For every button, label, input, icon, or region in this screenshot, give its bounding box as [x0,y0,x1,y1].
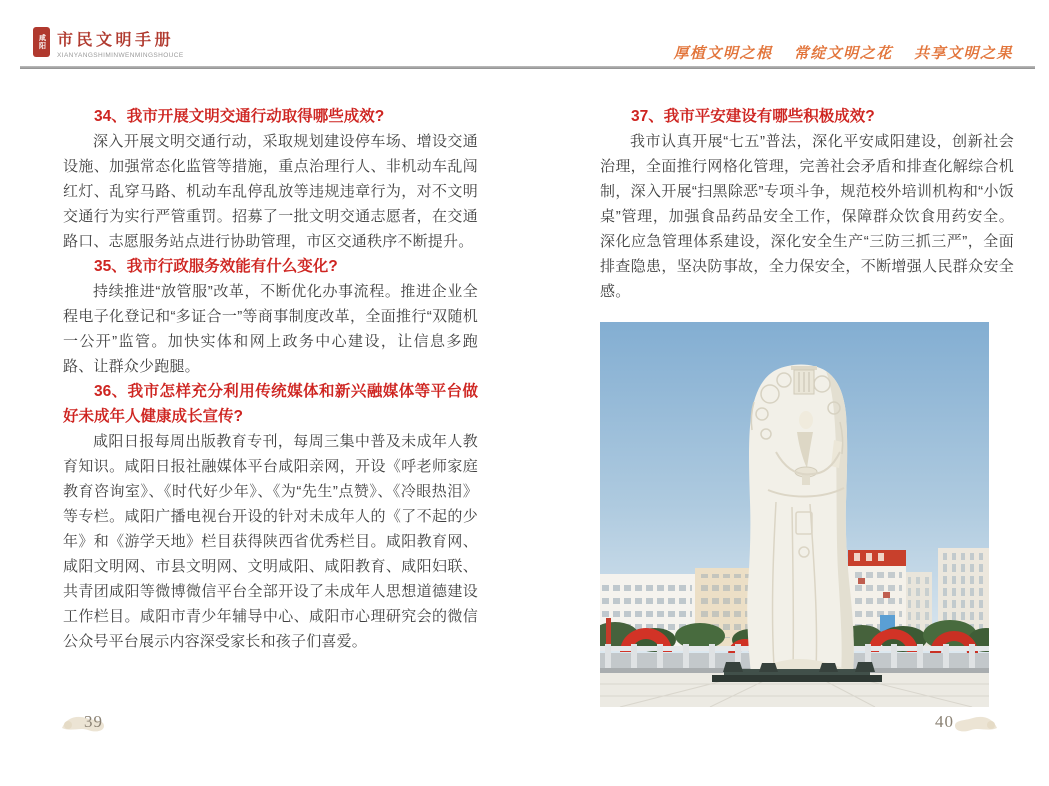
page-number-right [925,710,1015,736]
header-slogan [673,42,1013,63]
question-title-35: 35、我市行政服务效能有什么变化? [94,258,338,275]
logo-subtitle: XIANYANGSHIMINWENMINGSHOUCE [57,52,184,59]
question-title-36: 36、我市怎样充分利用传统媒体和新兴融媒体等平台做好未成年人健康成长宣传? [63,383,478,425]
answer-paragraph-37: 我市认真开展“七五”普法，深化平安咸阳建设，创新社会治理，全面推行网格化管理，完善社会矛盾和排查化解综合机制，深入开展“扫黑除恶”专项斗争，规范校外培训机构和“小饭桌”管理，加强食品药品安全工作，保障群众饮食用药安全。深化应急管理体系建设，深化安全生产“三防三抓三严”，全面排查隐患，坚决防事故，全力保安全，不断增强人民群众安全感。 [600,133,1014,300]
page-number-text: 39 [84,712,103,731]
question-title-37: 37、我市平安建设有哪些积极成效? [631,108,875,125]
xianyang-seal-icon [33,27,50,57]
slogan-part-3: 共享文明之果 [913,46,1013,62]
answer-paragraph-34: 深入开展文明交通行动，采取规划建设停车场、增设交通设施、加强常态化监管等措施，重点治理行人、非机动车乱闯红灯、乱穿马路、机动车乱停乱放等违规违章行为，对不文明交通行为实行严管重罚。招募了一批文明交通志愿者，在交通路口、志愿服务站点进行协助管理，市区交通秩序不断提升。 [63,133,478,250]
slogan-part-1: 厚植文明之根 [673,46,773,62]
header-rule [20,66,1035,69]
handbook-logo [33,27,184,59]
slogan-part-2: 常绽文明之花 [793,46,893,62]
seal-text: 咸阳 [38,34,46,50]
right-page-column [600,104,1014,304]
statue-photo [600,322,989,707]
answer-paragraph-36: 咸阳日报每周出版教育专刊，每周三集中普及未成年人教育知识。咸阳日报社融媒体平台咸阳亲网，开设《呼老师家庭教育咨询室》、《时代好少年》、《为“先生”点赞》、《冷眼热泪》等专栏。咸阳广播电视台开设的针对未成年人的《了不起的少年》和《游学天地》栏目获得陕西省优秀栏目。咸阳教育网、咸阳文明网、市县文明网、文明咸阳、咸阳教育、咸阳妇联、共青团咸阳等微博微信平台全部开设了未成年人思想道德建设工作栏目。咸阳市青少年辅导中心、咸阳市心理研究会的微信公众号平台展示内容深受家长和孩子们喜爱。 [63,433,478,650]
cloud-flourish-icon [953,714,999,734]
answer-paragraph-35: 持续推进“放管服”改革，不断优化办事流程。推进企业全程电子化登记和“多证合一”等商事制度改革，全面推行“双随机一公开”监管。加快实体和网上政务中心建设，让信息多跑路、让群众少跑腿。 [63,283,478,375]
page-number-text: 40 [935,712,954,731]
logo-text [57,27,184,59]
logo-title: 市民文明手册 [57,32,175,49]
left-page-column [63,104,478,654]
page-number-left [60,710,150,736]
question-title-34: 34、我市开展文明交通行动取得哪些成效? [94,108,385,125]
